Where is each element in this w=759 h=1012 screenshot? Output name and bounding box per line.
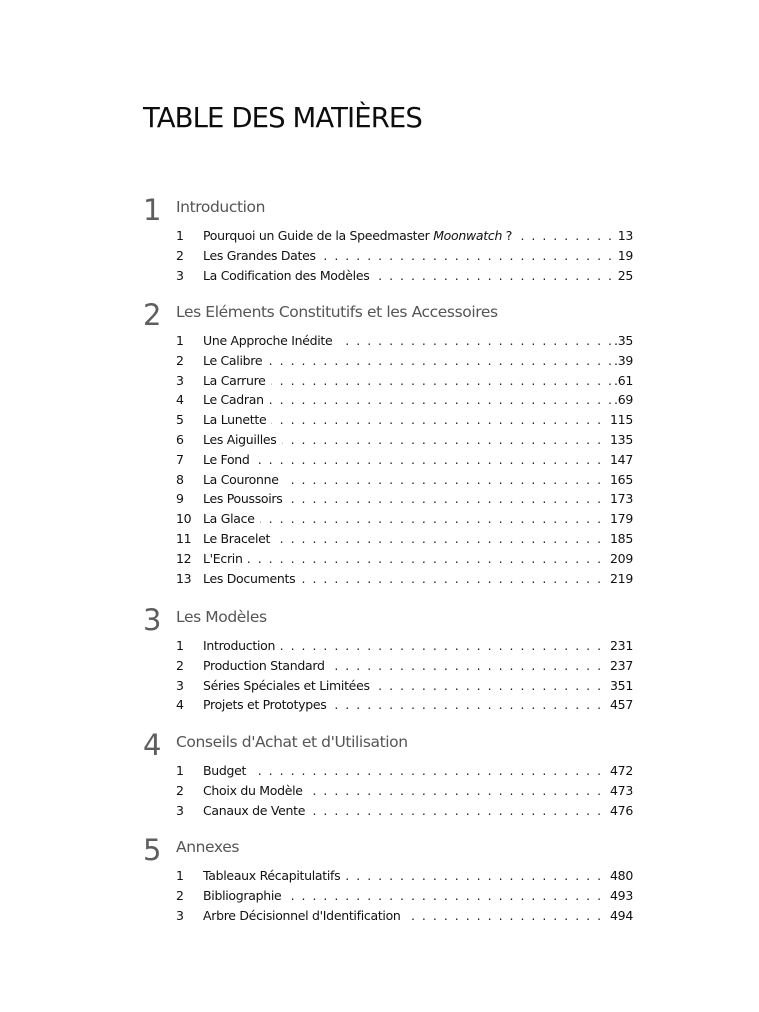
entry-page-number: 25 <box>615 266 633 286</box>
entry-page-number: .35 <box>611 331 633 351</box>
entry-number: 1 <box>176 333 184 348</box>
toc-entry[interactable] <box>176 906 633 926</box>
entry-number: 1 <box>176 638 184 653</box>
entry-title <box>203 656 330 676</box>
entry-number: 2 <box>176 887 184 903</box>
toc-entry[interactable] <box>176 390 633 410</box>
toc-entry[interactable] <box>176 371 633 391</box>
entry-title-text: Les Documents <box>203 570 296 586</box>
entry-title <box>203 529 275 549</box>
entry-page-number: 185 <box>607 529 633 549</box>
entry-page-number: 173 <box>607 489 633 509</box>
entry-page-number: 209 <box>607 549 633 569</box>
toc-entry[interactable] <box>176 801 633 821</box>
entry-number: 3 <box>176 372 184 388</box>
entry-title <box>203 410 271 430</box>
chapter-title[interactable]: Annexes <box>176 838 240 856</box>
entry-title <box>203 761 251 781</box>
entry-title-text: Pourquoi un Guide de la Speedmaster <box>203 228 434 243</box>
toc-entry[interactable] <box>176 430 633 450</box>
toc-entry[interactable] <box>176 246 633 266</box>
dot-leader <box>203 351 633 371</box>
entry-page-number: 13 <box>615 226 633 246</box>
entry-title-text: La Couronne <box>203 471 279 487</box>
entry-page-number: 19 <box>615 246 633 266</box>
entry-number: 11 <box>176 530 192 546</box>
toc-entry[interactable] <box>176 761 633 781</box>
entry-title <box>203 331 337 351</box>
entry-number: 3 <box>176 907 184 923</box>
entry-number: 1 <box>176 868 184 883</box>
entry-title <box>203 636 280 656</box>
entry-title <box>203 430 282 450</box>
entry-title-text: La Codification des Modèles <box>203 267 370 283</box>
toc-entry[interactable] <box>176 489 633 509</box>
entry-title-text: Production Standard <box>203 657 325 673</box>
entry-number: 6 <box>176 431 184 447</box>
entry-title-text: Le Fond <box>203 451 250 467</box>
entry-title-text: L'Ecrin <box>203 550 243 566</box>
entry-title-text: Bibliographie <box>203 887 282 903</box>
toc-entry[interactable] <box>176 549 633 569</box>
chapter-entries-list <box>176 636 633 715</box>
entry-title-text: Arbre Décisionnel d'Identification <box>203 907 401 923</box>
entry-title-text: Les Aiguilles <box>203 431 277 447</box>
entry-number: 12 <box>176 550 192 566</box>
entry-number: 10 <box>176 511 192 527</box>
entry-title <box>203 509 260 529</box>
entry-title <box>203 489 287 509</box>
entry-page-number: 473 <box>607 781 633 801</box>
entry-title <box>203 390 269 410</box>
entry-page-number: 494 <box>607 906 633 926</box>
entry-title <box>203 351 267 371</box>
toc-entry[interactable] <box>176 781 633 801</box>
entry-number: 1 <box>176 228 184 243</box>
entry-title-text: Séries Spéciales et Limitées <box>203 677 370 693</box>
entry-title-text: Canaux de Vente <box>203 802 306 818</box>
entry-title <box>203 226 517 246</box>
entry-title <box>203 549 248 569</box>
dot-leader <box>203 549 633 569</box>
entry-number: 7 <box>176 451 184 467</box>
entry-title-text: Le Cadran <box>203 392 264 408</box>
dot-leader <box>203 509 633 529</box>
entry-number: 2 <box>176 247 184 263</box>
entry-title-text: Le Bracelet <box>203 530 271 546</box>
entry-title-text: Les Grandes Dates <box>203 247 316 263</box>
chapter-title[interactable]: Les Eléments Constitutifs et les Accessoires <box>176 303 498 321</box>
entry-title-text: Une Approche Inédite <box>203 333 333 348</box>
entry-number: 3 <box>176 802 184 818</box>
entry-title-text: Budget <box>203 763 247 778</box>
entry-page-number: 219 <box>607 569 633 589</box>
entry-title <box>203 569 300 589</box>
toc-entry[interactable] <box>176 450 633 470</box>
entry-page-number: 115 <box>607 410 633 430</box>
entry-number: 3 <box>176 677 184 693</box>
entry-page-number: .69 <box>611 390 633 410</box>
toc-entry[interactable] <box>176 351 633 371</box>
entry-page-number: 480 <box>607 866 633 886</box>
entry-number: 13 <box>176 570 192 586</box>
entry-title <box>203 906 406 926</box>
entry-number: 2 <box>176 352 184 368</box>
entry-title-text: Les Poussoirs <box>203 491 283 507</box>
entry-number: 3 <box>176 267 184 283</box>
entry-number: 9 <box>176 491 184 507</box>
toc-entry[interactable] <box>176 509 633 529</box>
entry-title-text: Introduction <box>203 638 276 653</box>
entry-title <box>203 266 374 286</box>
toc-entry[interactable] <box>176 266 633 286</box>
entry-title <box>203 246 321 266</box>
chapter-number: 5 <box>143 833 162 867</box>
entry-page-number: 147 <box>607 450 633 470</box>
toc-entry[interactable] <box>176 676 633 696</box>
entry-title <box>203 450 255 470</box>
entry-page-number: 476 <box>607 801 633 821</box>
chapter-entries-list <box>176 331 633 588</box>
entry-title <box>203 695 331 715</box>
entry-title-text: Le Calibre <box>203 352 263 368</box>
entry-title-text: Tableaux Récapitulatifs <box>203 868 341 883</box>
entry-page-number: 237 <box>607 656 633 676</box>
entry-number: 4 <box>176 392 184 408</box>
entry-title-suffix: ? <box>502 228 513 243</box>
entry-number: 4 <box>176 697 184 713</box>
entry-page-number: 165 <box>607 470 633 490</box>
chapter-entries-list <box>176 226 633 285</box>
entry-number: 2 <box>176 782 184 798</box>
entry-title-italic: Moonwatch <box>433 228 503 243</box>
toc-entry[interactable] <box>176 529 633 549</box>
entry-page-number: 493 <box>607 886 633 906</box>
chapter-title[interactable]: Conseils d'Achat et d'Utilisation <box>176 733 408 751</box>
entry-title-text: Projets et Prototypes <box>203 697 327 713</box>
entry-title <box>203 470 284 490</box>
chapter-number: 1 <box>143 193 162 227</box>
entry-title <box>203 371 271 391</box>
chapter-title[interactable]: Les Modèles <box>176 608 267 626</box>
entry-page-number: 457 <box>607 695 633 715</box>
toc-entry[interactable] <box>176 470 633 490</box>
toc-entry[interactable] <box>176 636 633 656</box>
toc-entry[interactable] <box>176 695 633 715</box>
dot-leader <box>203 450 633 470</box>
chapter-number: 4 <box>143 728 162 762</box>
entry-title <box>203 866 345 886</box>
toc-entry[interactable] <box>176 331 633 351</box>
toc-entry[interactable] <box>176 410 633 430</box>
entry-title <box>203 781 308 801</box>
toc-entry[interactable] <box>176 656 633 676</box>
toc-entry[interactable] <box>176 866 633 886</box>
chapter-entries-list <box>176 866 633 925</box>
entry-number: 8 <box>176 471 184 487</box>
entry-page-number: 179 <box>607 509 633 529</box>
entry-title-text: Choix du Modèle <box>203 782 303 798</box>
entry-title <box>203 886 286 906</box>
chapter-title[interactable]: Introduction <box>176 198 266 216</box>
chapter-number: 2 <box>143 298 162 332</box>
entry-number: 5 <box>176 412 184 428</box>
entry-title-text: La Glace <box>203 511 255 527</box>
page-title: TABLE DES MATIÈRES <box>143 102 422 134</box>
toc-entry[interactable] <box>176 569 633 589</box>
entry-page-number: .39 <box>611 351 633 371</box>
toc-entry[interactable] <box>176 226 633 246</box>
entry-number: 1 <box>176 763 184 778</box>
toc-entry[interactable] <box>176 886 633 906</box>
entry-page-number: 472 <box>607 761 633 781</box>
entry-page-number: 135 <box>607 430 633 450</box>
entry-number: 2 <box>176 657 184 673</box>
entry-page-number: 231 <box>607 636 633 656</box>
chapter-number: 3 <box>143 603 162 637</box>
dot-leader <box>203 761 633 781</box>
entry-page-number: 351 <box>607 676 633 696</box>
entry-title <box>203 676 375 696</box>
chapter-entries-list <box>176 761 633 820</box>
entry-title-text: La Lunette <box>203 412 267 428</box>
entry-title <box>203 801 310 821</box>
entry-title-text: La Carrure <box>203 372 266 388</box>
entry-page-number: .61 <box>611 371 633 391</box>
